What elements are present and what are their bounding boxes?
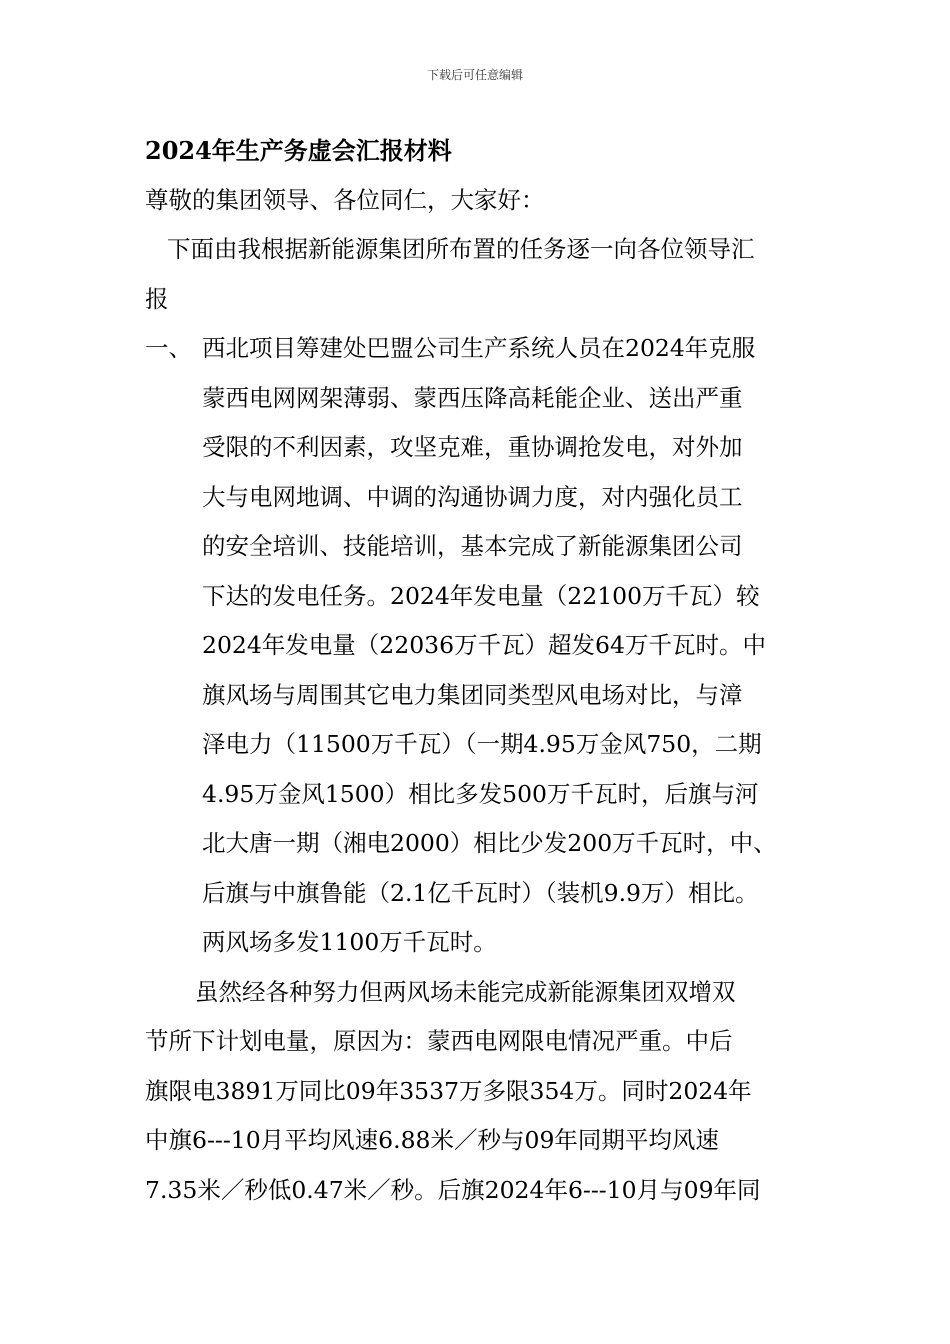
paragraph-line: 4.95万金风1500）相比多发500万千瓦时，后旗与河 [202,779,759,808]
paragraph-line: 下面由我根据新能源集团所布置的任务逐一向各位领导汇 [167,235,755,263]
document-title: 2024年生产务虚会汇报材料 [145,136,452,165]
page-header: 下载后可任意编辑 [426,68,523,82]
paragraph-line: 旗限电3891万同比09年3537万多限354万。同时2024年 [145,1076,752,1105]
section-1 [145,324,825,968]
list-marker: 一、 [145,334,192,362]
paragraph-2 [145,968,825,1216]
paragraph-line: 受限的不利因素，攻坚克难，重协调抢发电，对外加 [202,433,743,461]
paragraph-line: 的安全培训、技能培训，基本完成了新能源集团公司 [202,532,743,560]
paragraph-line: 西北项目筹建处巴盟公司生产系统人员在2024年克服 [202,334,756,362]
paragraph-line: 7.35米／秒低0.47米／秒。后旗2024年6---10月与09年同 [145,1175,761,1204]
intro-paragraph [145,225,825,324]
paragraph-line: 后旗与中旗鲁能（2.1亿千瓦时）（装机9.9万）相比。 [202,878,759,907]
document-body [145,126,825,1215]
paragraph-line: 中旗6---10月平均风速6.88米／秒与09年同期平均风速 [145,1126,719,1154]
paragraph-line: 蒙西电网网架薄弱、蒙西压降高耗能企业、送出严重 [202,383,743,412]
paragraph-line: 北大唐一期（湘电2000）相比少发200万千瓦时，中、 [202,829,777,857]
paragraph-line: 虽然经各种努力但两风场未能完成新能源集团双增双 [195,977,736,1006]
paragraph-line: 节所下计划电量，原因为：蒙西电网限电情况严重。中后 [145,1027,733,1055]
paragraph-line: 旗风场与周围其它电力集团同类型风电场对比，与漳 [202,680,743,709]
greeting: 尊敬的集团领导、各位同仁，大家好： [145,185,545,214]
paragraph-line: 下达的发电任务。2024年发电量（22100万千瓦）较 [202,581,760,610]
paragraph-line: 泽电力（11500万千瓦）（一期4.95万金风750，二期 [202,730,762,758]
paragraph-line: 报 [145,284,169,313]
paragraph-line: 2024年发电量（22036万千瓦）超发64万千瓦时。中 [202,631,766,659]
paragraph-line: 大与电网地调、中调的沟通协调力度，对内强化员工 [202,482,743,511]
section-1-body [202,324,825,968]
paragraph-line: 两风场多发1100万千瓦时。 [202,928,497,956]
